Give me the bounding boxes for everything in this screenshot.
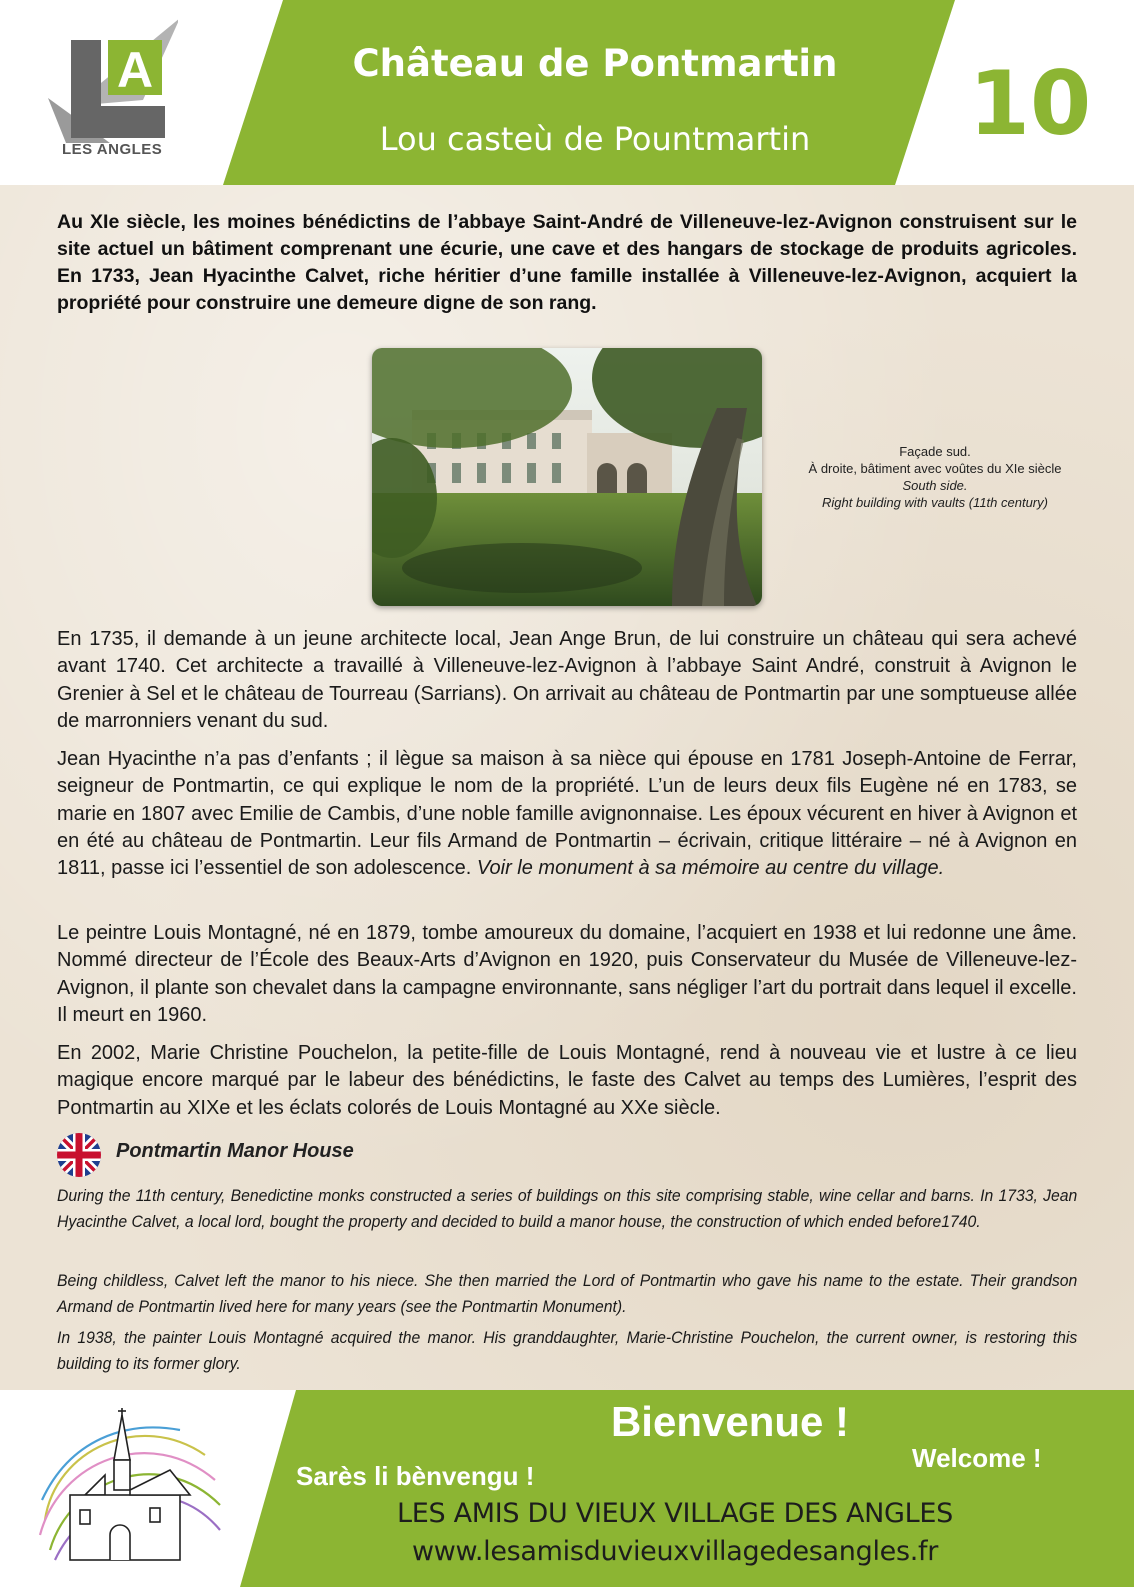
welcome-french: Bienvenue ! bbox=[610, 1398, 850, 1445]
welcome-english: Welcome ! bbox=[912, 1443, 1042, 1473]
page-subtitle: Lou casteù de Pountmartin bbox=[379, 120, 811, 158]
paragraph-painter: Le peintre Louis Montagné, né en 1879, tombe amoureux du domaine, l’acquiert en 1938 et lui redonne une âme. Nommé directeur de l’École des Beaux-Arts d’Avignon en 1920, puis Conservateur du Musée de Villeneuve-lez-Avignon, il plante son chevalet dans la campagne environnante, sans négliger l’art du portrait dans lequel il excelle. Il meurt en 1960. bbox=[57, 922, 1077, 1026]
logo-caption: LES ANGLES bbox=[62, 141, 163, 158]
association-name: LES AMIS DU VIEUX VILLAGE DES ANGLES bbox=[396, 1498, 954, 1529]
english-paragraph-1: During the 11th century, Benedictine monks constructed a series of buildings on this site comprising stable, wine cellar and barns. In 1733, Jean Hyacinthe Calvet, a local lord, bought the property and decided to build a manor house, the construction of which ended before1740. bbox=[57, 1186, 1078, 1231]
caption-fr-line-1: Façade sud. bbox=[899, 444, 971, 459]
paragraph-restoration: En 2002, Marie Christine Pouchelon, la petite-fille de Louis Montagné, rend à nouveau vie et lustre à ce lieu magique encore marqué par le labeur des bénédictins, le faste des Calvet au temps des Lumières, l’esprit des Pontmartin au XIXe et les éclats colorés de Louis Montagné au XXe siècle. bbox=[57, 1042, 1077, 1119]
paragraph-architect: En 1735, il demande à un jeune architecte local, Jean Ange Brun, de lui construire un château qui sera achevé avant 1740. Cet architecte a travaillé à Villeneuve-lez-Avignon à l’abbaye Saint André, construit à Avignon le Grenier à Sel et le château de Tourreau (Sarrians). On arrivait au château de Pontmartin par une somptueuse allée de marronniers venant du sud. bbox=[57, 628, 1077, 732]
svg-text:A: A bbox=[116, 42, 154, 98]
paragraph-heirs-text: Jean Hyacinthe n’a pas d’enfants ; il lègue sa maison à sa nièce qui épouse en 1781 Joseph-Antoine de Ferrar, seigneur de Pontmartin, ce qui explique le nom de la propriété. L’un de leurs deux fils Eugène né en 1783, se marie en 1807 avec Emilie de Cambis, d’une noble famille avignonnaise. Les époux vécurent en hiver à Avignon et en été au château de Pontmartin. Leur fils Armand de Pontmartin – écrivain, critique littéraire – né à Avignon en 1811, passe ici l’essentiel de son adolescence. bbox=[57, 748, 1077, 880]
english-paragraph-3: In 1938, the painter Louis Montagné acquired the manor. His granddaughter, Marie-Christine Pouchelon, the current owner, is restoring this building to its former glory. bbox=[57, 1328, 1078, 1373]
intro-paragraph: Au XIe siècle, les moines bénédictins de l’abbaye Saint-André de Villeneuve-lez-Avignon construisent sur le site actuel un bâtiment comprenant une écurie, une cave et des hangars de stockage de produits agricoles. En 1733, Jean Hyacinthe Calvet, riche héritier d’une famille installée à Villeneuve-lez-Avignon, acquiert la propriété pour construire une demeure digne de son rang. bbox=[57, 211, 1077, 314]
english-paragraph-2: Being childless, Calvet left the manor to his niece. She then married the Lord of Pontmartin who gave his name to the estate. Their grandson Armand de Pontmartin lived here for many years (see the Pontmartin Monument). bbox=[57, 1271, 1078, 1316]
page-title: Château de Pontmartin bbox=[352, 42, 838, 85]
english-section-title: Pontmartin Manor House bbox=[116, 1140, 354, 1162]
caption-en-line-2: Right building with vaults (11th century) bbox=[822, 495, 1048, 510]
paragraph-heirs bbox=[57, 746, 1077, 882]
caption-fr-line-2: À droite, bâtiment avec voûtes du XIe siècle bbox=[808, 461, 1062, 476]
photo-caption bbox=[785, 443, 1085, 511]
caption-en-line-1: South side. bbox=[902, 478, 968, 493]
chateau-photo bbox=[372, 348, 762, 606]
parchment-body bbox=[0, 185, 1134, 1390]
panel-number: 10 bbox=[968, 52, 1092, 155]
paragraph-heirs-note: Voir le monument à sa mémoire au centre du village. bbox=[476, 857, 945, 880]
uk-flag-icon bbox=[55, 1131, 103, 1179]
welcome-occitan: Sarès li bènvengu ! bbox=[296, 1461, 535, 1491]
website-link[interactable]: www.lesamisduvieuxvillagedesangles.fr bbox=[411, 1536, 939, 1567]
church-logo bbox=[30, 1400, 230, 1575]
footer bbox=[0, 1390, 1134, 1587]
header bbox=[0, 0, 1134, 185]
